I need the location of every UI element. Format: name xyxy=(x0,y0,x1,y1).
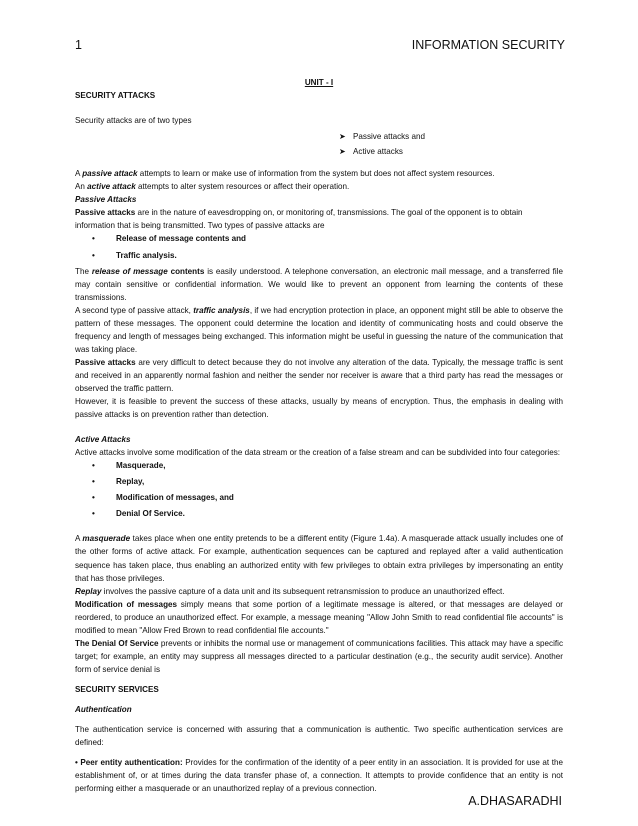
list-item: • Masquerade, xyxy=(92,459,563,472)
passive-attacks-paragraph: Passive attacks are in the nature of eavesdropping on, or monitoring of, transmissions. The goal of the opponent is to obtain information that is being transmitted. Two types of passive attacks are xyxy=(75,208,523,231)
list-item: • Release of message contents and xyxy=(92,232,563,245)
active-attacks-heading: Active Attacks xyxy=(75,435,131,445)
active-types-list xyxy=(92,459,563,520)
bullet-icon: • xyxy=(92,493,95,503)
passive-types-list xyxy=(92,232,563,261)
however-paragraph: However, it is feasible to prevent the success of these attacks, usually by means of encryption. Thus, the emphasis in dealing with passive attacks is on prevention rather than detection. xyxy=(75,397,563,420)
attack-types-list xyxy=(339,130,563,158)
release-paragraph: The release of message contents is easily understood. A telephone conversation, an electronic mail message, and a transferred file may contain sensitive or confidential information. We would like to prevent an opponent from learning the contents of these transmissions. xyxy=(75,266,563,302)
detection-paragraph: Passive attacks are very difficult to detect because they do not involve any alteration of the data. Typically, the message traffic is sent and received in an apparently normal fashion and neither the sender nor receiver is aware that a third party has read the messages or observed the traffic pattern. xyxy=(75,357,563,393)
list-item: • Traffic analysis. xyxy=(92,249,563,262)
masquerade-paragraph: A masquerade takes place when one entity pretends to be a different entity (Figure 1.4a). A masquerade attack usually includes one of the other forms of active attack. For example, authentication sequences can be captured and replayed after a valid authentication sequence has taken place, thus enabling an authorized entity with few privileges to obtain extra privileges by impersonating an entity that has those privileges. xyxy=(75,534,563,583)
list-item: • Modification of messages, and xyxy=(92,491,563,504)
page-number: 1 xyxy=(75,38,82,52)
bullet-icon: • xyxy=(92,234,95,244)
authentication-heading: Authentication xyxy=(75,704,132,714)
passive-attacks-heading: Passive Attacks xyxy=(75,195,137,205)
footer-author: A.DHASARADHI xyxy=(468,794,562,808)
modification-paragraph: Modification of messages simply means that some portion of a legitimate message is altered, or that messages are delayed or reordered, to produce an unauthorized effect. For example, a message meaning "Allow John Smith to read confidential file accounts" is modified to mean "Allow Fred Brown to read confidential file accounts." xyxy=(75,599,563,635)
traffic-paragraph: A second type of passive attack, traffic analysis, if we had encryption protection in place, an opponent might still be able to observe the pattern of these messages. The opponent could determine the location and identity of communicating hosts and could observe the frequency and length of messages being exchanged. This information might be useful in guessing the nature of the communication that was taking place. xyxy=(75,305,563,354)
bullet-icon: • xyxy=(92,461,95,471)
bullet-icon: • xyxy=(92,250,95,260)
section-heading-security-attacks: SECURITY ATTACKS xyxy=(75,91,156,101)
replay-paragraph: Replay involves the passive capture of a data unit and its subsequent retransmission to produce an unauthorized effect. xyxy=(75,586,505,596)
active-attack-definition: An active attack attempts to alter system resources or affect their operation. xyxy=(75,182,350,192)
peer-entity-paragraph: • Peer entity authentication: Provides for the confirmation of the identity of a peer entity in an association. It is provided for use at the establishment of, or at times during the data transfer phase of, a connection. It attempts to provide confidence that an entity is not performing either a masquerade or an unauthorized replay of a previous connection. xyxy=(75,758,563,794)
list-item: • Replay, xyxy=(92,475,563,488)
attack-types-intro: Security attacks are of two types xyxy=(75,116,192,126)
section-heading-security-services: SECURITY SERVICES xyxy=(75,684,159,694)
list-item: ➤ Active attacks xyxy=(339,145,563,158)
unit-heading: UNIT - I xyxy=(304,78,334,87)
bullet-icon: • xyxy=(92,509,95,519)
authentication-paragraph: The authentication service is concerned with assuring that a communication is authentic. Two specific authentication services are defined: xyxy=(75,725,563,748)
denial-of-service-paragraph: The Denial Of Service prevents or inhibits the normal use or management of communications facilities. This attack may have a specific target; for example, an entity may suppress all messages directed to a particular destination (e.g., the security audit service). Another form of service denial is xyxy=(75,638,563,674)
passive-attack-definition: A passive attack attempts to learn or make use of information from the system but does not affect system resources. xyxy=(75,169,495,179)
document-body xyxy=(75,76,563,795)
header-title: INFORMATION SECURITY xyxy=(411,38,565,52)
list-item: • Denial Of Service. xyxy=(92,507,563,520)
list-item: ➤ Passive attacks and xyxy=(339,130,563,143)
bullet-icon: • xyxy=(92,477,95,487)
arrow-bullet-icon: ➤ xyxy=(339,132,346,142)
active-attacks-intro: Active attacks involve some modification of the data stream or the creation of a false stream and can be subdivided into four categories: xyxy=(75,448,560,458)
arrow-bullet-icon: ➤ xyxy=(339,147,346,157)
